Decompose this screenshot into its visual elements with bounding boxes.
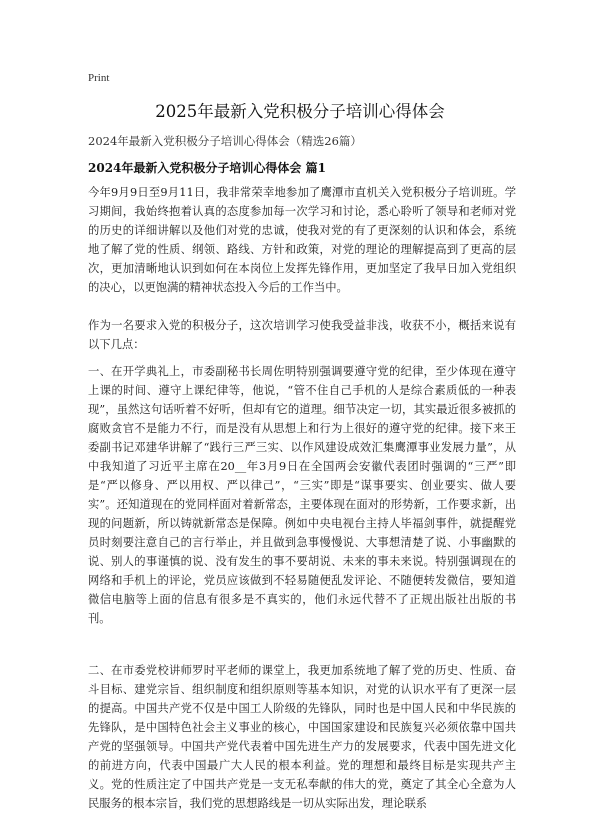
paragraph-intro: 今年9月9日至9月11日，我非常荣幸地参加了鹰潭市直机关入党积极分子培训班。学习期间，我始终抱着认真的态度参加每一次学习和讨论，悉心聆听了领导和老师对党的历史的详细讲解以及他们对党的忠诚，使我对党的有了更深刻的认识和体会，系统地了解了党的性质、纲领、路线、方针和政策，对党的理论的理解提高到了更高的层次，更加清晰地认识到如何在本岗位上发挥先锋作用，更加坚定了我早日加入党组织的决心，以更饱满的精神状态投入今后的工作当中。 <box>88 186 516 294</box>
paragraph-point-two: 二、在市委党校讲师罗时平老师的课堂上，我更加系统地了解了党的历史、性质、奋斗目标、建党宗旨、组织制度和组织原则等基本知识，对党的认识水平有了更深一层的提高。中国共产党不仅是中国工人阶级的先锋队，同时也是中国人民和中华民族的先锋队，是中国特色社会主义事业的核心，中国国家建设和民族复兴必须依靠中国共产党的坚强领导。中国共产党代表着中国先进生产力的发展要求，代表中国先进文化的前进方向，代表中国最广大人民的根本利益。党的理想和最终目标是实现共产主义。党的性质注定了中国共产党是一支无私奉献的伟大的党，奠定了其全心全意为人民服务的根本宗旨，我们党的思想路线是一切从实际出发，理论联系 <box>88 664 516 810</box>
document-subtitle: 2024年最新入党积极分子培训心得体会（精选26篇） <box>88 134 362 148</box>
section-heading: 2024年最新入党积极分子培训心得体会 篇1 <box>88 161 326 175</box>
page-title: 2025年最新入党积极分子培训心得体会 <box>155 102 445 121</box>
paragraph-summary: 作为一名要求入党的积极分子，这次培训学习使我受益非浅，收获不小，概括来说有以下几点： <box>88 319 516 351</box>
paragraph-point-one: 一、在开学典礼上，市委副秘书长周佐明特别强调要遵守党的纪律，至少体现在遵守上课的时间、遵守上课纪律等，他说，“管不住自己手机的人是综合素质低的一种表现”，虽然这句话听着不好听，但却有它的道理。细节决定一切，其实最近很多被抓的腐败贪官不是能力不行，而是没有从思想上和行为上很好的遵守党的纪律。接下来王委副书记邓建华讲解了“践行三严三实、以作风建设成效汇集鹰潭事业发展力量”，从中我知道了习近平主席在20__年3月9日在全国两会安徽代表团时强调的“三严”即是“严以修身、严以用权、严以律己”，“三实”即是“谋事要实、创业要实、做人要实”。还知道现在的党同样面对着新常态，主要体现在面对的形势新，工作要求新，出现的问题新，所以铸就新常态是保障。例如中央电视台主持人毕福剑事件，就提醒党员时刻要注意自己的言行举止，并且做到急事慢慢说、大事想清楚了说、小事幽默的说、别人的事谨慎的说、没有发生的事不要胡说、未来的事未来说。特别强调现在的网络和手机上的评论，党员应该做到不轻易随便乱发评论、不随便转发微信，要知道微信电脑等上面的信息有很多是不真实的，他们永远代替不了正规出版社出版的书刊。 <box>88 365 516 625</box>
print-link[interactable]: Print <box>88 72 110 84</box>
